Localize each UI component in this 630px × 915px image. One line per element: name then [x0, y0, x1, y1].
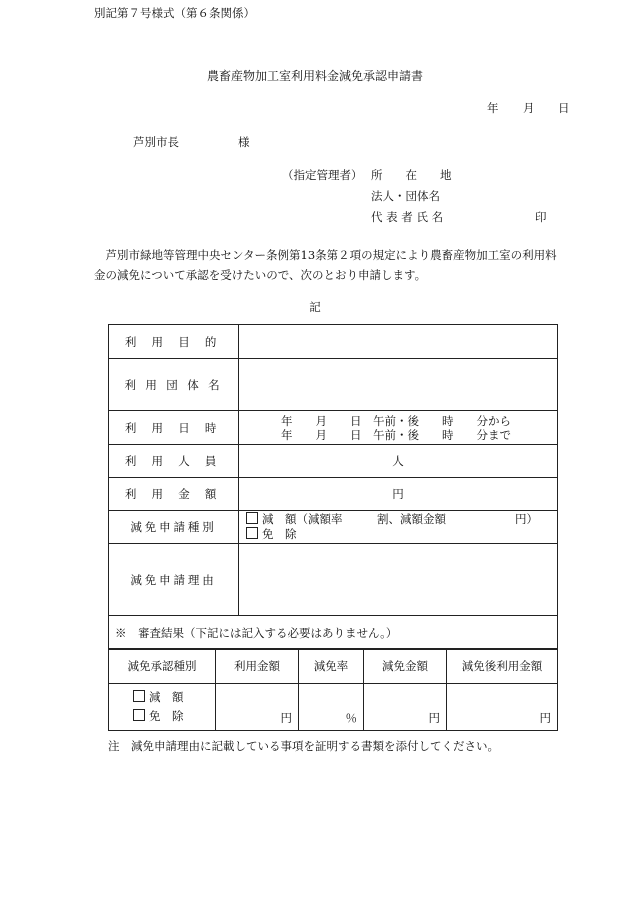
ki-heading: 記: [309, 300, 321, 314]
checkbox-icon[interactable]: [246, 527, 258, 539]
people-unit: 人: [392, 454, 404, 468]
review-header-type: 減免承認種別: [109, 649, 216, 684]
group-name-label: 利 用 団 体 名: [109, 359, 239, 411]
review-final-cell: 円: [447, 684, 558, 731]
review-note: ※ 審査結果（下記には記入する必要はありません。）: [109, 616, 558, 650]
reason-field[interactable]: [239, 544, 558, 616]
review-option-exemption: 免 除: [133, 707, 214, 726]
review-header-amount: 利用金額: [216, 649, 299, 684]
review-amount-cell: 円: [216, 684, 299, 731]
document-title: 農畜産物加工室利用料金減免承認申請書: [206, 69, 423, 83]
datetime-label: 利 用 日 時: [109, 411, 239, 445]
group-name-field[interactable]: [239, 359, 558, 411]
type-label: 減免申請種別: [109, 511, 239, 544]
review-reduction-cell: 円: [364, 684, 447, 731]
amount-label: 利 用 金 額: [109, 478, 239, 511]
review-table: [108, 648, 558, 731]
date-month-label: 月: [523, 101, 535, 115]
footnote: 注 減免申請理由に記載している事項を証明する書類を添付してください。: [108, 739, 499, 753]
type-field[interactable]: [239, 511, 558, 544]
amount-unit: 円: [392, 487, 404, 501]
amount-field[interactable]: [239, 478, 558, 511]
application-statement: 芦別市緑地等管理中央センター条例第13条第２項の規定により農畜産物加工室の利用料金の減免について承認を受けたいので、次のとおり申請します。: [94, 248, 557, 282]
type-option-exemption[interactable]: 免 除: [246, 527, 557, 542]
addressee: 芦別市長: [133, 135, 179, 149]
checkbox-icon: [133, 709, 145, 721]
review-rate-cell: ％: [299, 684, 364, 731]
review-header-rate: 減免率: [299, 649, 364, 684]
date-day-label: 日: [558, 101, 570, 115]
type-option-reduction[interactable]: 減 額（減額率 割、減額金額 円）: [246, 512, 557, 527]
review-type-cell: [109, 684, 216, 731]
datetime-field[interactable]: [239, 411, 558, 445]
application-table: [108, 324, 558, 650]
checkbox-icon: [133, 690, 145, 702]
date-year-label: 年: [487, 101, 499, 115]
purpose-label: 利 用 目 的: [109, 325, 239, 359]
applicant-role: （指定管理者）: [282, 168, 363, 182]
people-label: 利 用 人 員: [109, 445, 239, 478]
address-label: 所 在 地: [371, 168, 452, 182]
representative-label: 代 表 者 氏 名: [371, 210, 444, 224]
organization-label: 法人・団体名: [371, 189, 440, 203]
purpose-field[interactable]: [239, 325, 558, 359]
people-field[interactable]: [239, 445, 558, 478]
review-option-reduction: 減 額: [133, 688, 214, 707]
review-header-final: 減免後利用金額: [447, 649, 558, 684]
datetime-from: 年 月 日 午前・後 時 分から: [281, 413, 511, 428]
honorific: 様: [238, 135, 250, 149]
seal-mark: 印: [535, 210, 547, 224]
datetime-to: 年 月 日 午前・後 時 分まで: [281, 427, 511, 442]
checkbox-icon[interactable]: [246, 512, 258, 524]
review-header-reduction: 減免金額: [364, 649, 447, 684]
form-label: 別記第７号様式（第６条関係）: [94, 6, 255, 20]
reason-label: 減免申請理由: [109, 544, 239, 616]
